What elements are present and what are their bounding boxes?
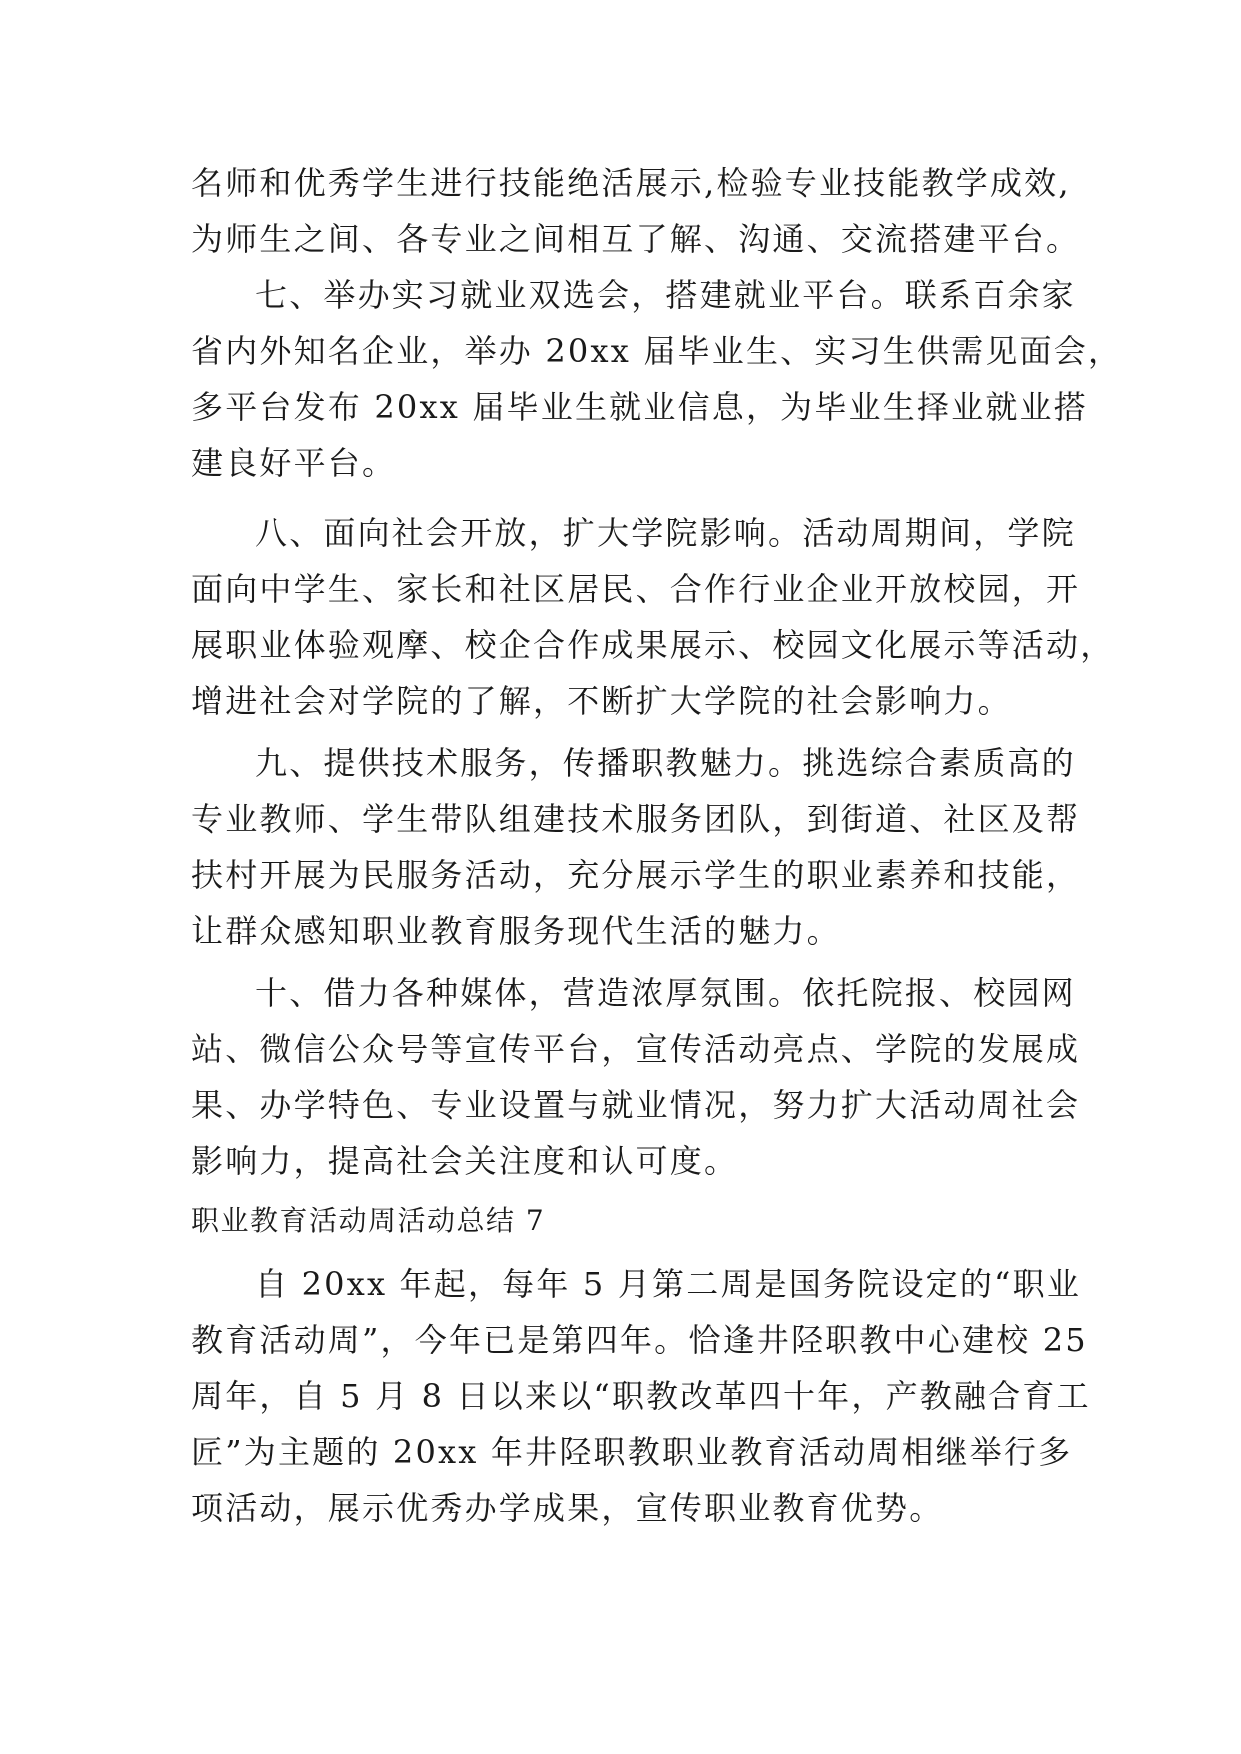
paragraph-line: 建良好平台。 xyxy=(191,444,397,482)
paragraph-line: 教育活动周”，今年已是第四年。恰逢井陉职教中心建校 25 xyxy=(191,1321,1088,1359)
paragraph-line: 面向中学生、家长和社区居民、合作行业企业开放校园，开 xyxy=(191,570,1081,608)
section-heading: 职业教育活动周活动总结 7 xyxy=(191,1204,546,1237)
paragraph-line: 匠”为主题的 20xx 年井陉职教职业教育活动周相继举行多 xyxy=(191,1433,1073,1471)
paragraph-line: 七、举办实习就业双选会，搭建就业平台。联系百余家 xyxy=(255,276,1076,314)
paragraph-line: 果、办学特色、专业设置与就业情况，努力扩大活动周社会 xyxy=(191,1086,1081,1124)
paragraph-line: 展职业体验观摩、校企合作成果展示、校园文化展示等活动， xyxy=(191,626,1115,664)
paragraph-line: 专业教师、学生带队组建技术服务团队，到街道、社区及帮 xyxy=(191,800,1081,838)
paragraph-line: 名师和优秀学生进行技能绝活展示,检验专业技能教学成效, xyxy=(191,164,1071,202)
paragraph-line: 周年，自 5 月 8 日以来以“职教改革四十年，产教融合育工 xyxy=(191,1377,1091,1415)
paragraph-line: 站、微信公众号等宣传平台，宣传活动亮点、学院的发展成 xyxy=(191,1030,1081,1068)
paragraph-line: 让群众感知职业教育服务现代生活的魅力。 xyxy=(191,912,841,950)
paragraph-line: 增进社会对学院的了解，不断扩大学院的社会影响力。 xyxy=(191,682,1012,720)
paragraph-line: 省内外知名企业，举办 20xx 届毕业生、实习生供需见面会， xyxy=(191,332,1123,370)
paragraph-line: 多平台发布 20xx 届毕业生就业信息，为毕业生择业就业搭 xyxy=(191,388,1088,426)
paragraph-line: 自 20xx 年起，每年 5 月第二周是国务院设定的“职业 xyxy=(255,1265,1082,1303)
paragraph-line: 九、提供技术服务，传播职教魅力。挑选综合素质高的 xyxy=(255,744,1076,782)
paragraph-line: 影响力，提高社会关注度和认可度。 xyxy=(191,1142,739,1180)
paragraph-line: 八、面向社会开放，扩大学院影响。活动周期间，学院 xyxy=(255,514,1076,552)
paragraph-line: 为师生之间、各专业之间相互了解、沟通、交流搭建平台。 xyxy=(191,220,1081,258)
paragraph-line: 扶村开展为民服务活动，充分展示学生的职业素养和技能， xyxy=(191,856,1081,894)
paragraph-line: 项活动，展示优秀办学成果，宣传职业教育优势。 xyxy=(191,1489,944,1527)
paragraph-line: 十、借力各种媒体，营造浓厚氛围。依托院报、校园网 xyxy=(255,974,1076,1012)
